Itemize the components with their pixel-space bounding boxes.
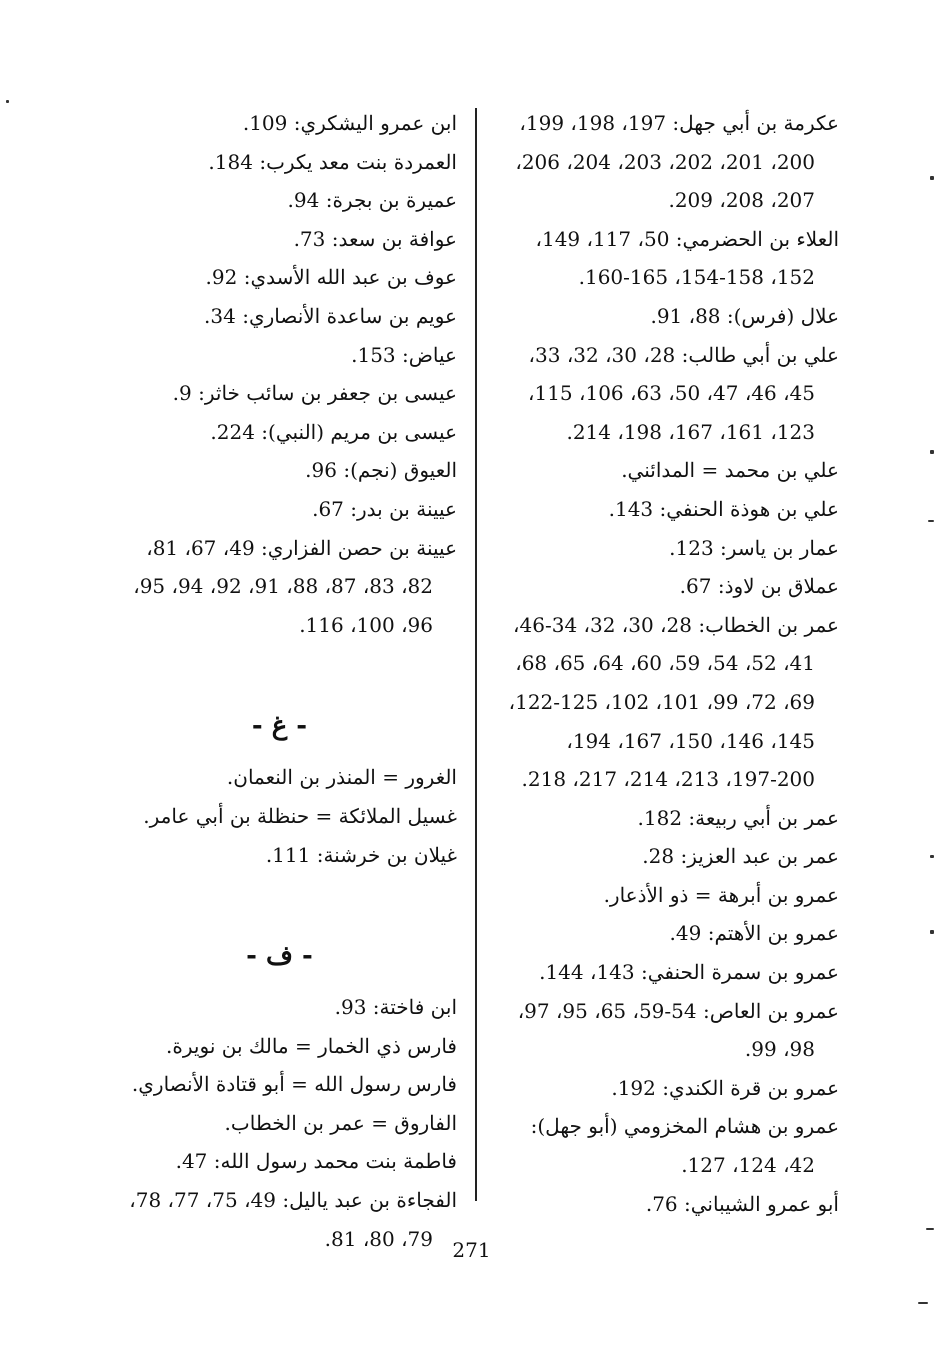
index-entry: عملاق بن لاوذ: 67. <box>679 574 839 599</box>
index-entry: غسيل الملائكة = حنظلة بن أبي عامر. <box>143 803 457 828</box>
index-entry: فارس رسول الله = أبو قتادة الأنصاري. <box>131 1072 457 1097</box>
scan-speck <box>930 176 934 180</box>
index-entry: عمر بن أبي ربيعة: 182. <box>637 805 839 830</box>
scan-speck <box>930 930 934 934</box>
scan-speck <box>918 1302 928 1304</box>
index-entry-continuation: 79، 80، 81. <box>324 1226 433 1251</box>
index-entry: عوافة بن سعد: 73. <box>293 226 457 251</box>
index-entry: عوف بن عبد الله الأسدي: 92. <box>205 265 457 290</box>
index-entry-continuation: 152، 154-158، 160-165. <box>578 265 815 290</box>
index-entry: الغرور = المنذر بن النعمان. <box>226 765 457 790</box>
index-entry: عميرة بن بجرة: 94. <box>287 188 457 213</box>
index-entry: عيسى بن مريم (النبي): 224. <box>210 419 457 444</box>
index-entry: غيلان بن خرشنة: 111. <box>265 842 457 867</box>
index-entry: العمردة بنت معد يكرب: 184. <box>208 149 457 174</box>
index-group-ghain <box>102 758 457 874</box>
column-divider <box>475 108 477 1201</box>
index-entry-continuation: 197-200، 213، 214، 217، 218. <box>521 767 815 792</box>
index-entry: عيسى بن جعفر بن سائب خاثر: 9. <box>172 381 457 406</box>
index-entry: عمرو بن قرة الكندي: 192. <box>611 1075 839 1100</box>
index-entry-continuation: 42، 124، 127. <box>681 1153 815 1178</box>
scan-speck <box>930 450 934 454</box>
index-entry: عيينة بن بدر: 67. <box>312 496 457 521</box>
index-entry-continuation: 98، 99. <box>744 1037 815 1062</box>
index-entry: عمرو بن هشام المخزومي (أبو جهل): <box>530 1114 839 1139</box>
index-group-ain-continued <box>102 104 457 644</box>
index-entry: فاطمة بنت محمد رسول الله: 47. <box>175 1149 457 1174</box>
index-entry-continuation: 69، 72، 99، 101، 102، 122-125، <box>508 689 815 714</box>
index-entry-continuation: 45، 46، 47، 50، 63، 106، 115، <box>528 381 815 406</box>
index-entry: علي بن محمد = المدائني. <box>621 458 839 483</box>
index-entry-continuation: 207، 208، 209. <box>668 188 815 213</box>
index-entry: علي بن أبي طالب: 28، 30، 32، 33، <box>528 342 839 367</box>
index-entry: عمرو بن العاص: 54-59، 65، 95، 97، <box>517 998 839 1023</box>
index-entry: عمر بن عبد العزيز: 28. <box>642 844 839 869</box>
index-entry: عمار بن ياسر: 123. <box>669 535 839 560</box>
index-entry: العيوق (نجم): 96. <box>305 458 457 483</box>
section-heading-fa: - ف - <box>246 941 313 972</box>
scan-speck <box>6 100 9 103</box>
index-entry: ابن فاختة: 93. <box>334 995 457 1020</box>
index-entry: ابن عمرو اليشكري: 109. <box>242 111 457 135</box>
index-entry-continuation: 82، 83، 87، 88، 91، 92، 94، 95، <box>133 574 433 599</box>
index-entry: عياض: 153. <box>351 342 457 367</box>
index-entry: عكرمة بن أبي جهل: 197، 198، 199، <box>519 111 839 135</box>
index-group-fa <box>102 988 457 1258</box>
index-entry-continuation: 200، 201، 202، 203، 204، 206، <box>515 149 815 174</box>
index-entry: عمرو بن أبرهة = ذو الأذعار. <box>603 882 839 907</box>
index-column-right <box>484 104 839 1223</box>
index-entry: عمرو بن الأهتم: 49. <box>669 921 839 946</box>
index-entry: أبو عمرو الشيباني: 76. <box>645 1191 839 1216</box>
index-entry: علي بن هوذة الحنفي: 143. <box>608 496 839 521</box>
index-entry-continuation: 96، 100، 116. <box>299 612 433 637</box>
section-heading-ghain: - غ - <box>251 711 308 742</box>
index-entry: الفاروق = عمر بن الخطاب. <box>224 1110 457 1135</box>
index-entry: علال (فرس): 88، 91. <box>650 303 839 328</box>
index-column-left <box>102 104 457 1258</box>
scan-speck <box>928 520 934 522</box>
index-entry: عويم بن ساعدة الأنصاري: 34. <box>204 303 457 328</box>
scan-speck <box>930 855 934 858</box>
index-entry: عيينة بن حصن الفزاري: 49، 67، 81، <box>146 535 457 560</box>
index-entry-continuation: 145، 146، 150، 167، 194، <box>566 728 815 753</box>
index-entry-continuation: 41، 52، 54، 59، 60، 64، 65، 68، <box>515 651 815 676</box>
index-entry: العلاء بن الحضرمي: 50، 117، 149، <box>535 226 839 251</box>
index-entry-continuation: 123، 161، 167، 198، 214. <box>566 419 815 444</box>
page-number: 271 <box>452 1238 491 1262</box>
index-entry: عمرو بن سمرة الحنفي: 143، 144. <box>539 960 839 985</box>
scan-speck <box>926 1228 934 1230</box>
index-entry: الفجاءة بن عبد ياليل: 49، 75، 77، 78، <box>129 1188 457 1213</box>
index-entry: عمر بن الخطاب: 28، 30، 32، 34-46، <box>513 612 839 637</box>
index-entry: فارس ذي الخمار = مالك بن نويرة. <box>166 1033 457 1058</box>
